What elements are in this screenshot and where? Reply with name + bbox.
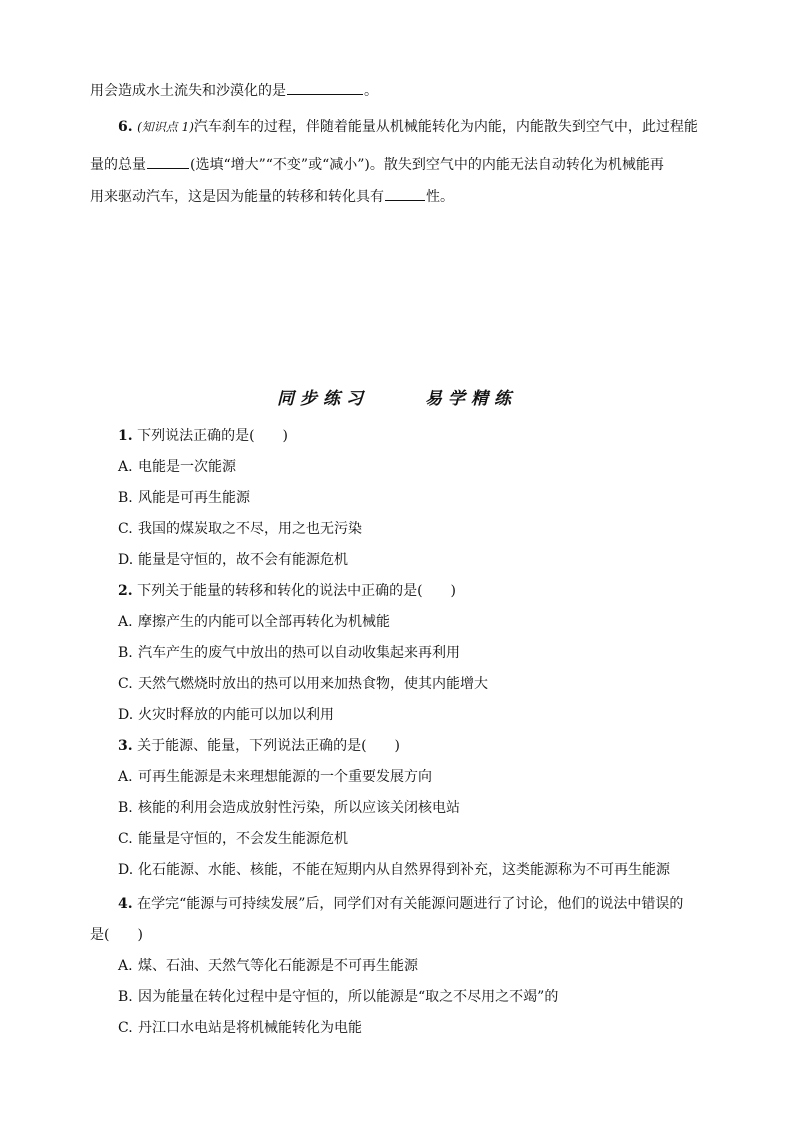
option-text: 汽车产生的废气中放出的热可以自动收集起来再利用 bbox=[138, 645, 460, 661]
option-letter: C. bbox=[118, 831, 133, 847]
question-stem-text: 下列关于能量的转移和转化的说法中正确的是( ) bbox=[137, 583, 457, 599]
option-a[interactable] bbox=[118, 457, 236, 477]
question-6-line2 bbox=[90, 154, 664, 175]
option-text: 火灾时释放的内能可以加以利用 bbox=[138, 707, 334, 723]
option-letter: B. bbox=[118, 490, 133, 506]
option-letter: C. bbox=[118, 521, 133, 537]
option-text: 摩擦产生的内能可以全部再转化为机械能 bbox=[138, 614, 390, 630]
option-d[interactable] bbox=[118, 550, 348, 570]
option-letter: C. bbox=[118, 1020, 133, 1036]
question-stem-text: 关于能源、能量，下列说法正确的是( ) bbox=[137, 738, 401, 754]
option-letter: D. bbox=[118, 862, 134, 878]
option-text: 天然气燃烧时放出的热可以用来加热食物，使其内能增大 bbox=[138, 676, 488, 692]
option-letter: B. bbox=[118, 800, 133, 816]
answer-blank[interactable] bbox=[147, 154, 189, 169]
option-text: 能量是守恒的，不会发生能源危机 bbox=[138, 831, 348, 847]
option-a[interactable] bbox=[118, 956, 418, 976]
section-title bbox=[0, 384, 794, 409]
question-6-text-3b: 性。 bbox=[426, 189, 454, 205]
section-title-right: 易学精练 bbox=[425, 389, 517, 409]
option-b[interactable] bbox=[118, 488, 250, 508]
option-c[interactable] bbox=[118, 674, 488, 694]
question-6-text-3a: 用来驱动汽车，这是因为能量的转移和转化具有 bbox=[90, 189, 384, 205]
question-stem-text: 下列说法正确的是( ) bbox=[137, 428, 289, 444]
question-1-stem bbox=[118, 426, 288, 446]
option-letter: A. bbox=[118, 459, 133, 475]
prev-line1-text: 用会造成水土流失和沙漠化的是 bbox=[90, 83, 286, 99]
option-letter: A. bbox=[118, 614, 133, 630]
option-text: 因为能量在转化过程中是守恒的，所以能源是“取之不尽用之不竭”的 bbox=[138, 989, 559, 1005]
knowledge-point-tag: (知识点 1) bbox=[137, 120, 194, 134]
option-text: 化石能源、水能、核能，不能在短期内从自然界得到补充，这类能源称为不可再生能源 bbox=[138, 862, 670, 878]
option-text: 能量是守恒的，故不会有能源危机 bbox=[138, 552, 348, 568]
question-6-line3 bbox=[90, 186, 454, 207]
question-number: 1. bbox=[118, 428, 133, 444]
question-3-stem bbox=[118, 736, 400, 756]
option-letter: A. bbox=[118, 958, 133, 974]
question-4-stem-cont bbox=[90, 925, 143, 945]
section-title-left: 同步练习 bbox=[277, 389, 369, 409]
question-2-stem bbox=[118, 581, 456, 601]
answer-blank[interactable] bbox=[385, 186, 425, 201]
question-6-text-2b: (选填“增大”“不变”或“减小”)。散失到空气中的内能无法自动转化为机械能再 bbox=[190, 157, 664, 173]
option-c[interactable] bbox=[118, 519, 362, 539]
question-stem-text-cont: 是( ) bbox=[90, 927, 143, 943]
question-number: 2. bbox=[118, 583, 133, 599]
option-text: 丹江口水电站是将机械能转化为电能 bbox=[138, 1020, 362, 1036]
prev-text-line bbox=[90, 80, 378, 101]
option-c[interactable] bbox=[118, 829, 348, 849]
option-letter: D. bbox=[118, 552, 134, 568]
option-letter: A. bbox=[118, 769, 133, 785]
option-letter: C. bbox=[118, 676, 133, 692]
option-a[interactable] bbox=[118, 612, 390, 632]
option-c[interactable] bbox=[118, 1018, 362, 1038]
answer-blank[interactable] bbox=[287, 80, 363, 95]
option-letter: D. bbox=[118, 707, 134, 723]
option-a[interactable] bbox=[118, 767, 432, 787]
option-d[interactable] bbox=[118, 705, 334, 725]
option-text: 煤、石油、天然气等化石能源是不可再生能源 bbox=[138, 958, 418, 974]
question-stem-text: 在学完“能源与可持续发展”后，同学们对有关能源问题进行了讨论，他们的说法中错误的 bbox=[137, 896, 684, 912]
question-6-line1 bbox=[118, 117, 698, 137]
question-6-text-1: 汽车刹车的过程，伴随着能量从机械能转化为内能，内能散失到空气中，此过程能 bbox=[193, 119, 698, 135]
option-text: 核能的利用会造成放射性污染，所以应该关闭核电站 bbox=[138, 800, 460, 816]
question-4-stem bbox=[118, 894, 683, 914]
option-b[interactable] bbox=[118, 643, 460, 663]
option-d[interactable] bbox=[118, 860, 670, 880]
option-text: 我国的煤炭取之不尽，用之也无污染 bbox=[138, 521, 362, 537]
option-b[interactable] bbox=[118, 798, 460, 818]
question-number: 4. bbox=[118, 896, 133, 912]
option-letter: B. bbox=[118, 645, 133, 661]
question-number: 3. bbox=[118, 738, 133, 754]
question-6-number: 6. bbox=[118, 119, 133, 135]
option-text: 可再生能源是未来理想能源的一个重要发展方向 bbox=[138, 769, 432, 785]
prev-line1-end: 。 bbox=[364, 83, 378, 99]
option-text: 风能是可再生能源 bbox=[138, 490, 250, 506]
option-letter: B. bbox=[118, 989, 133, 1005]
option-text: 电能是一次能源 bbox=[138, 459, 236, 475]
question-6-text-2a: 量的总量 bbox=[90, 157, 146, 173]
option-b[interactable] bbox=[118, 987, 558, 1007]
